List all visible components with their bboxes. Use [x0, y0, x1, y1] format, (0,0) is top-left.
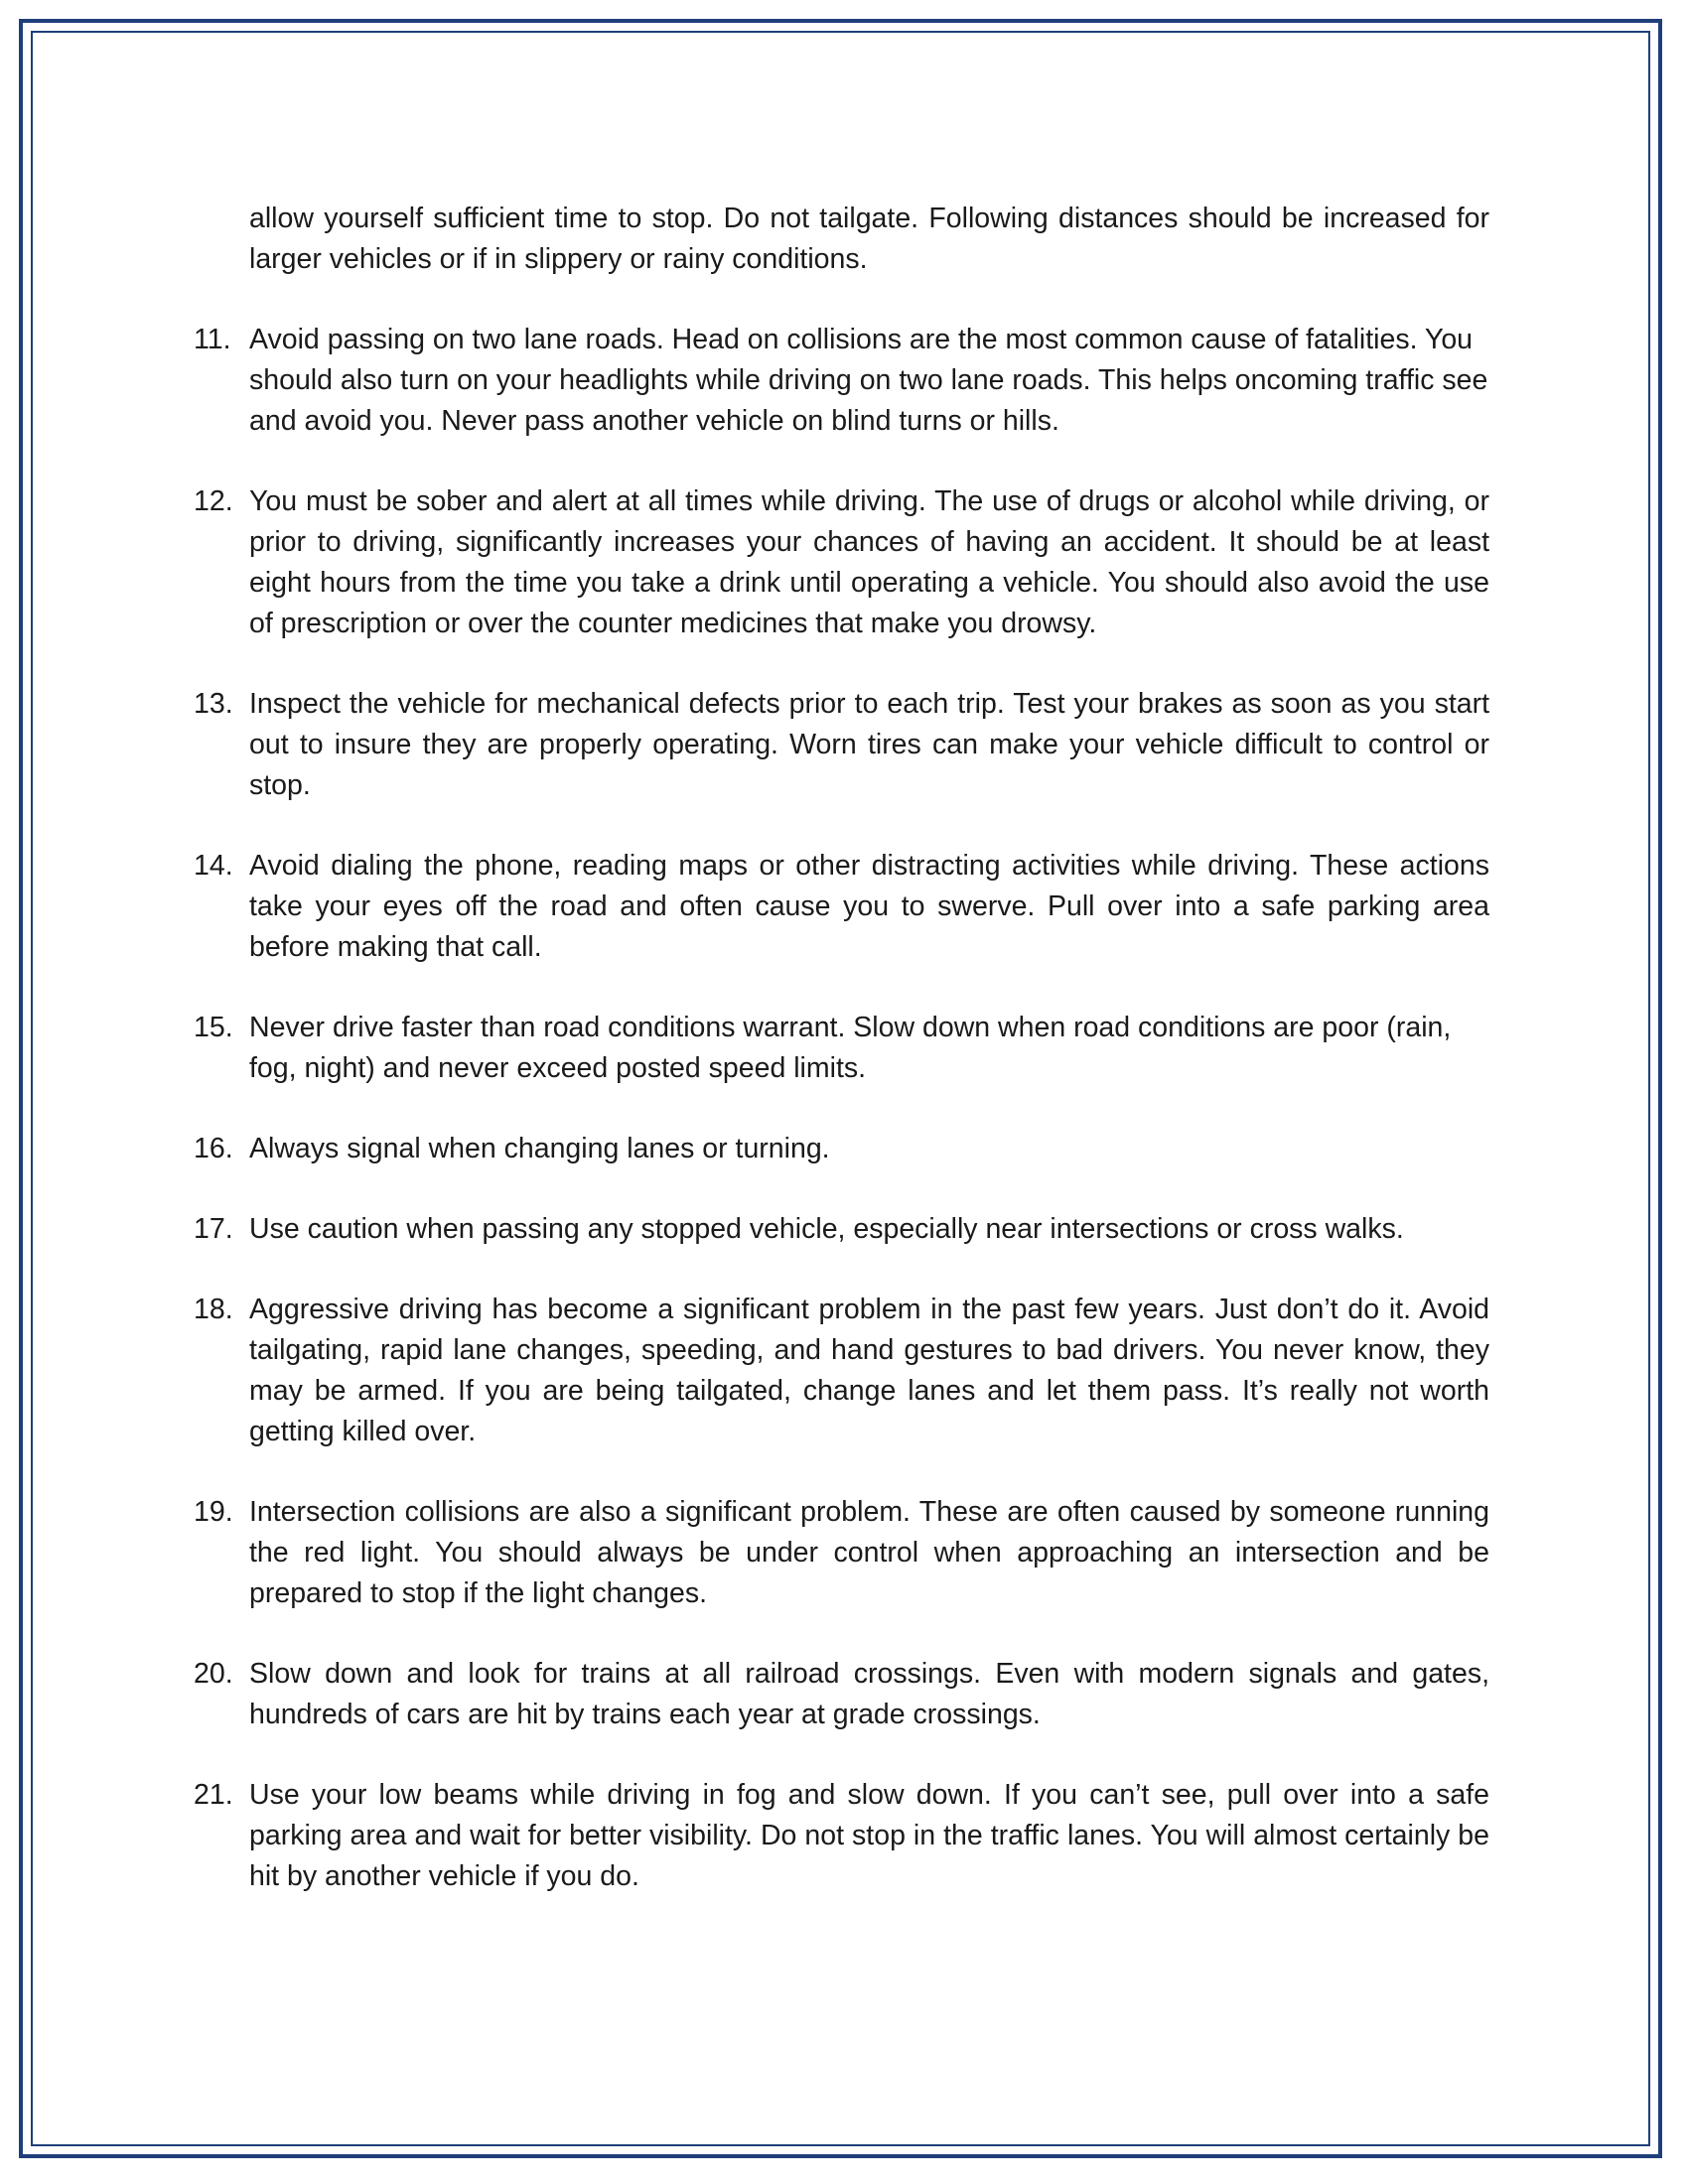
list-item-19 — [194, 1492, 1489, 1614]
list-number: 15. — [194, 1012, 233, 1043]
list-item-16 — [194, 1129, 1489, 1169]
list-text: You must be sober and alert at all times while driving. The use of drugs or alcohol while driving, or prior to driving, significantly increases your chances of having an accident. It should be at least eight hours from the time you take a drink until operating a vehicle. You should also avoid the use of prescription or over the counter medicines that make you drowsy. — [249, 485, 1489, 639]
list-text: Avoid passing on two lane roads. Head on collisions are the most common cause of fatalities. You should also turn on your headlights while driving on two lane roads. This helps oncoming traffic see and avoid you. Never pass another vehicle on blind turns or hills. — [249, 324, 1488, 437]
document-body — [194, 199, 1489, 1937]
list-text: Always signal when changing lanes or turning. — [249, 1133, 830, 1164]
list-text: Aggressive driving has become a significant problem in the past few years. Just don’t do it. Avoid tailgating, rapid lane changes, speeding, and hand gestures to bad drivers. You never know, they may be armed. If you are being tailgated, change lanes and let them pass. It’s really not worth getting killed over. — [249, 1294, 1489, 1447]
list-number: 20. — [194, 1658, 233, 1690]
list-item-20 — [194, 1654, 1489, 1735]
list-item-13 — [194, 684, 1489, 806]
list-text: Never drive faster than road conditions warrant. Slow down when road conditions are poor (rain, fog, night) and never exceed posted speed limits. — [249, 1012, 1452, 1084]
list-number: 21. — [194, 1779, 233, 1811]
list-number: 16. — [194, 1133, 233, 1164]
list-item-18 — [194, 1290, 1489, 1452]
list-item-12 — [194, 481, 1489, 644]
list-text: Use caution when passing any stopped vehicle, especially near intersections or cross walks. — [249, 1213, 1404, 1245]
list-number: 13. — [194, 688, 233, 720]
list-text: Intersection collisions are also a significant problem. These are often caused by someone running the red light. You should always be under control when approaching an intersection and be prepared to stop if the light changes. — [249, 1496, 1489, 1609]
list-item-17 — [194, 1209, 1489, 1250]
list-number: 14. — [194, 850, 233, 882]
list-number: 19. — [194, 1496, 233, 1528]
list-text: Slow down and look for trains at all railroad crossings. Even with modern signals and gates, hundreds of cars are hit by trains each year at grade crossings. — [249, 1658, 1489, 1730]
list-number: 18. — [194, 1294, 233, 1325]
continued-paragraph: allow yourself sufficient time to stop. Do not tailgate. Following distances should be increased for larger vehicles or if in slippery or rainy conditions. — [249, 203, 1489, 275]
list-item-14 — [194, 846, 1489, 968]
list-item-21 — [194, 1775, 1489, 1897]
list-item-15 — [194, 1008, 1489, 1089]
list-number: 11. — [194, 324, 231, 355]
list-text: Inspect the vehicle for mechanical defects prior to each trip. Test your brakes as soon as you start out to insure they are properly operating. Worn tires can make your vehicle difficult to control or stop. — [249, 688, 1489, 801]
list-number: 17. — [194, 1213, 233, 1245]
list-number: 12. — [194, 485, 233, 517]
list-item-11 — [194, 320, 1489, 442]
list-text: Avoid dialing the phone, reading maps or other distracting activities while driving. These actions take your eyes off the road and often cause you to swerve. Pull over into a safe parking area before making that call. — [249, 850, 1489, 963]
list-text: Use your low beams while driving in fog and slow down. If you can’t see, pull over into a safe parking area and wait for better visibility. Do not stop in the traffic lanes. You will almost certainly be hit by another vehicle if you do. — [249, 1779, 1489, 1892]
